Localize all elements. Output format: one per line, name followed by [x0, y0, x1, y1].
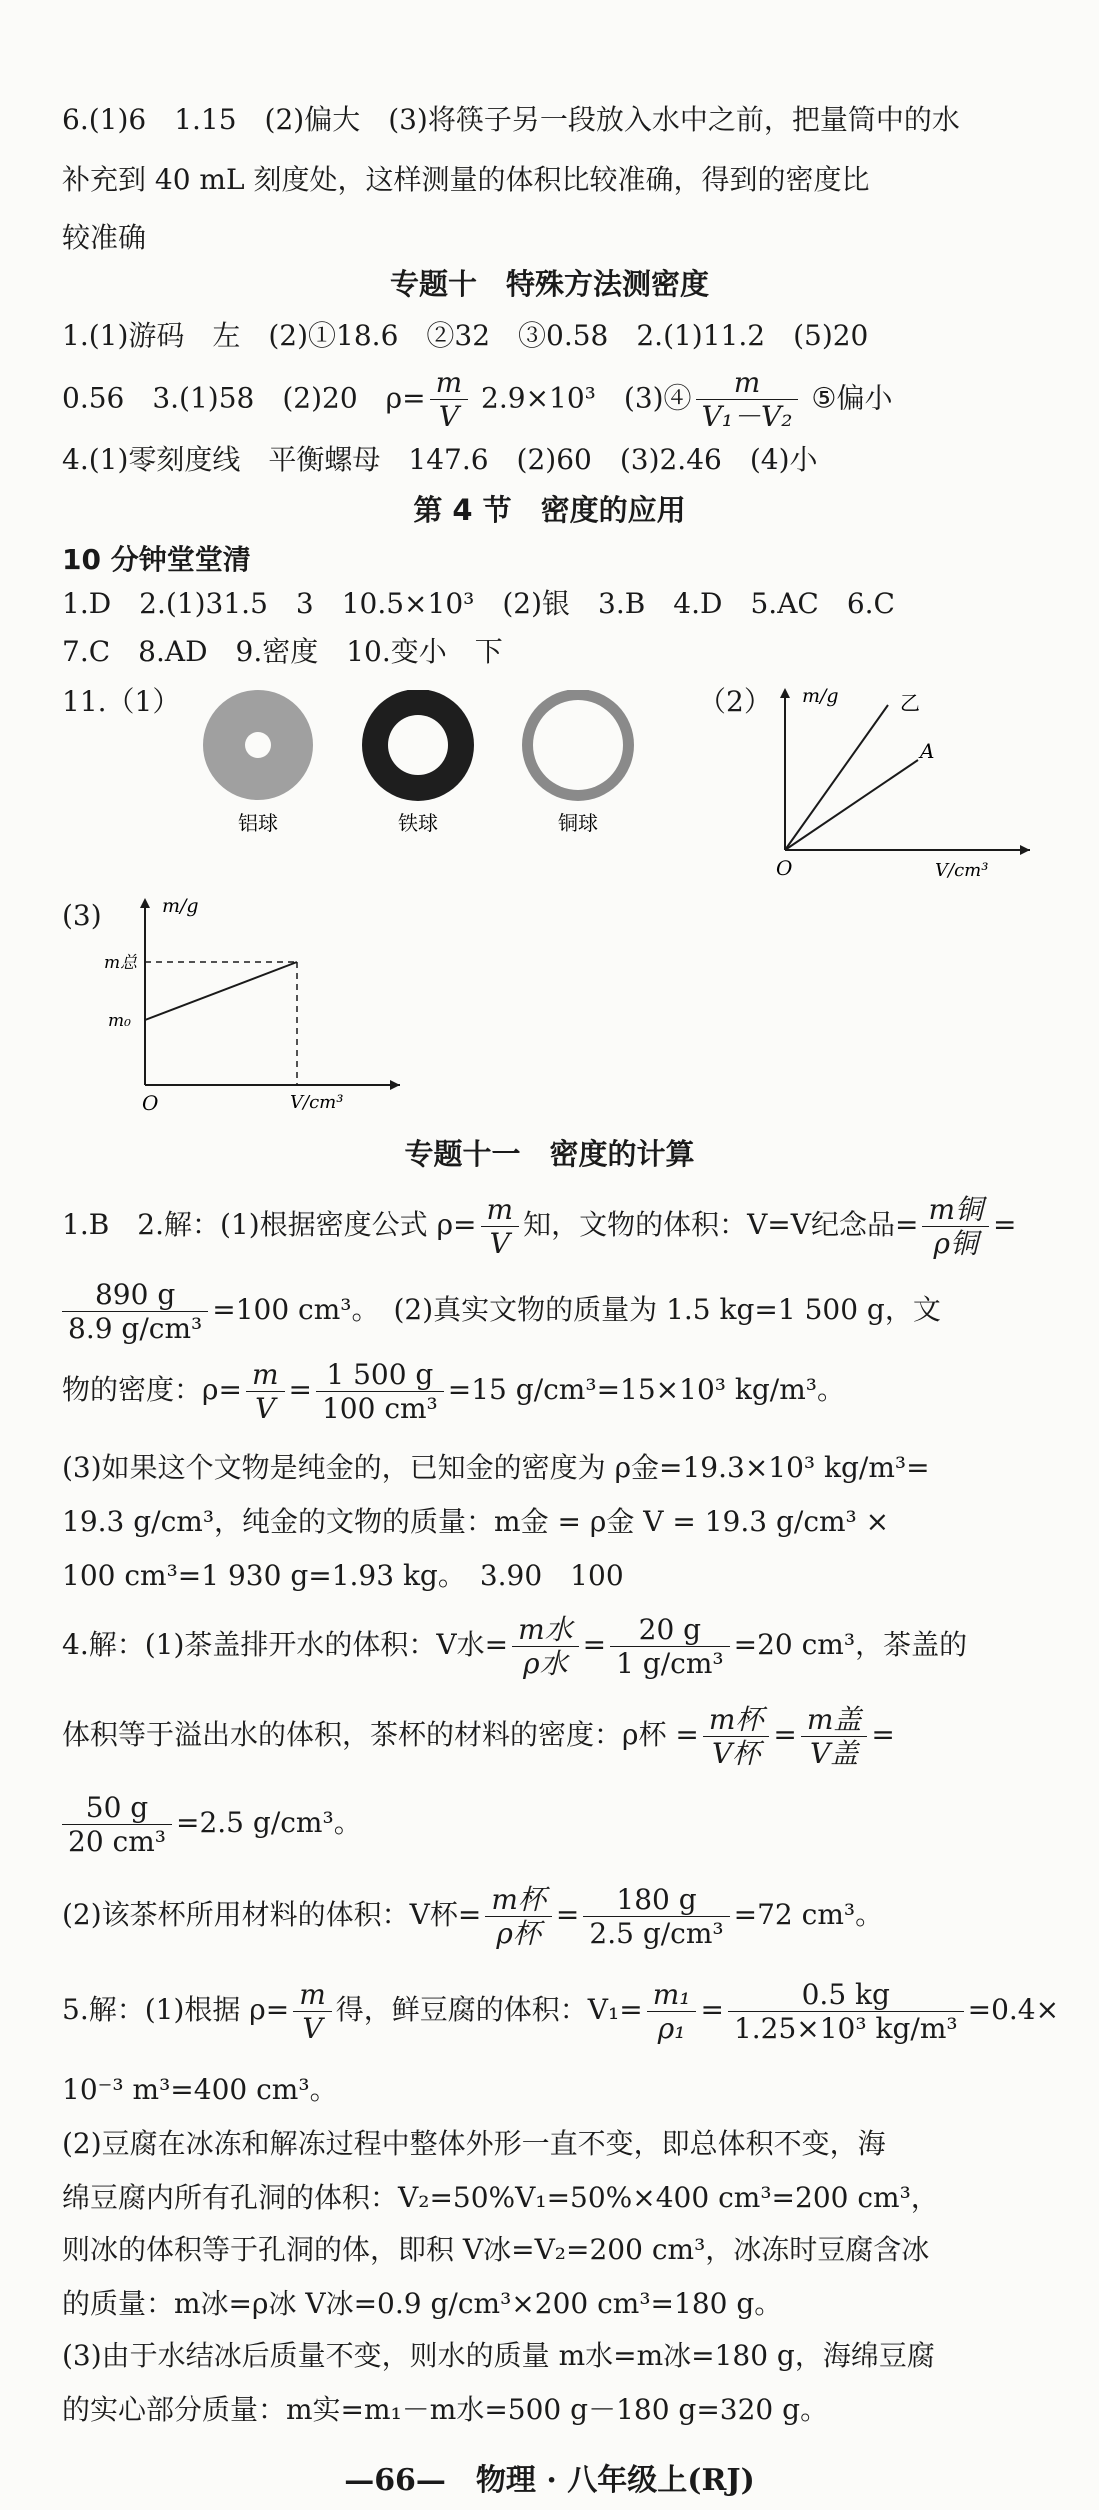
- frac-den: V: [255, 1392, 276, 1425]
- frac-num: 180 g: [583, 1885, 729, 1917]
- graph-3: [100, 890, 420, 1120]
- frac-den: ρ铜: [933, 1227, 978, 1260]
- frac-num: m: [696, 368, 799, 400]
- graph2-line-yi: [785, 705, 888, 850]
- page-footer: —66— 物理 · 八年级上(RJ): [344, 2463, 755, 2498]
- text-seg: (2)该茶杯所用材料的体积：V杯=: [62, 1898, 482, 1931]
- fraction: [647, 1977, 697, 2045]
- topic11-p2-line1: 1.B 2.解：(1)根据密度公式 ρ= $\frac{m}{V}$ 知，文物的体积：V=V纪念品= $\frac{\text{m铜}}{\text{ρ铜}}$ =: [62, 1192, 1017, 1260]
- frac-num: 20 g: [610, 1615, 730, 1647]
- section4-line2: 7.C 8.AD 9.密度 10.变小 下: [62, 635, 503, 668]
- frac-den: V: [489, 1227, 510, 1260]
- fraction: [481, 1192, 520, 1260]
- graph3-m-total: m总: [104, 953, 138, 973]
- topic10-line2-a: 0.56 3.(1)58 (2)20 ρ=: [62, 381, 426, 415]
- frac-den: ρ水: [523, 1647, 568, 1680]
- topic11-p5-line2: 10⁻³ m³=400 cm³。: [62, 2073, 338, 2106]
- q11-part2-label: （2）: [698, 685, 772, 718]
- graph-2: [760, 680, 1040, 890]
- graph3-x-arrow: [390, 1080, 400, 1090]
- fraction: [801, 1702, 868, 1770]
- graph3-origin: O: [142, 1091, 159, 1115]
- frac-num: m: [481, 1195, 520, 1227]
- frac-den: ρ₁: [657, 2012, 686, 2045]
- fraction: [512, 1612, 579, 1680]
- topic11-p2-line3: 物的密度：ρ= $\frac{m}{V}$ = $\frac{1 500 g}{\text{100 cm³}}$ =15 g/cm³=15×10³ kg/m³。: [62, 1357, 845, 1425]
- text-seg: =0.4×: [967, 1993, 1060, 2026]
- section4-line1: 1.D 2.(1)31.5 3 10.5×10³ (2)银 3.B 4.D 5.AC 6.C: [62, 587, 895, 620]
- frac-num: m盖: [801, 1705, 868, 1737]
- section4-title: 第 4 节 密度的应用: [413, 493, 686, 527]
- graph2-line-a: [785, 760, 918, 850]
- topic11-p5-line4: 绵豆腐内所有孔洞的体积：V₂=50%V₁=50%×400 cm³=200 cm³，: [62, 2181, 939, 2214]
- text-seg: 5.解：(1)根据 ρ=: [62, 1993, 290, 2026]
- graph3-line: [145, 962, 297, 1020]
- frac-den: 20 cm³: [68, 1825, 166, 1858]
- graph2-xlabel: V/cm³: [935, 860, 989, 881]
- text-seg: =15 g/cm³=15×10³ kg/m³。: [447, 1373, 845, 1406]
- ball-label-iron: 铁球: [398, 811, 438, 835]
- text-seg: 4.解：(1)茶盖排开水的体积：V水=: [62, 1628, 509, 1661]
- graph2-y-arrow: [780, 688, 790, 698]
- topic11-p5-line6: 的质量：m冰=ρ冰 V冰=0.9 g/cm³×200 cm³=180 g。: [62, 2287, 783, 2320]
- answer-6-line1: 6.(1)6 1.15 (2)偏大 (3)将筷子另一段放入水中之前，把量筒中的水: [62, 103, 960, 136]
- frac-num: m铜: [922, 1195, 989, 1227]
- graph2-label-a: A: [920, 739, 935, 763]
- frac-num: m: [246, 1360, 285, 1392]
- fraction: [728, 1977, 964, 2045]
- fraction: [293, 1977, 332, 2045]
- frac-den: 2.5 g/cm³: [589, 1917, 724, 1950]
- topic11-p3-line1: (3)如果这个文物是纯金的，已知金的密度为 ρ金=19.3×10³ kg/m³=: [62, 1451, 930, 1484]
- frac-num: 0.5 kg: [728, 1980, 964, 2012]
- text-seg: =2.5 g/cm³。: [176, 1806, 362, 1839]
- frac-num: 1 500 g: [316, 1360, 444, 1392]
- topic11-p5-line7: (3)由于水结冰后质量不变，则水的质量 m水=m冰=180 g，海绵豆腐: [62, 2339, 935, 2372]
- topic11-title: 专题十一 密度的计算: [404, 1137, 695, 1171]
- text-seg: 1.B 2.解：(1)根据密度公式 ρ=: [62, 1208, 477, 1241]
- graph2-x-arrow: [1020, 845, 1030, 855]
- aluminum-ball-hole: [245, 732, 271, 758]
- balls-figure: [190, 690, 650, 850]
- graph2-ylabel: m/g: [802, 685, 839, 707]
- graph2-label-yi: 乙: [900, 691, 920, 715]
- frac-num: m₁: [647, 1980, 697, 2012]
- fraction-m-over-v: [430, 368, 469, 432]
- topic11-p4-line4: (2)该茶杯所用材料的体积：V杯= $\frac{\text{m杯}}{\text{ρ杯}}$ = $\frac{180 g}{\text{2.5 g/cm³}}$ =72 cm³。: [62, 1882, 884, 1950]
- frac-num: m杯: [703, 1705, 770, 1737]
- frac-num: m水: [512, 1615, 579, 1647]
- topic10-line2: [62, 368, 1059, 432]
- topic11-p4-line3: [62, 1788, 1059, 1858]
- topic11-p3-line3: 100 cm³=1 930 g=1.93 kg。 3.90 100: [62, 1559, 624, 1592]
- answer-6-line2: 补充到 40 mL 刻度处，这样测量的体积比较准确，得到的密度比: [62, 163, 870, 196]
- frac-den: V杯: [711, 1737, 761, 1770]
- topic11-p4-line1: 4.解：(1)茶盖排开水的体积：V水= $\frac{\text{m水}}{\text{ρ水}}$ = $\frac{20 g}{\text{1 g/cm³}}$ =20 cm³，茶盖的: [62, 1612, 968, 1680]
- frac-num: 890 g: [62, 1280, 208, 1312]
- q11-label: 11.（1）: [62, 685, 181, 718]
- text-seg: =72 cm³。: [733, 1898, 884, 1931]
- fraction: [610, 1612, 730, 1680]
- copper-ball-hole: [533, 700, 623, 790]
- frac-den: V: [438, 400, 459, 434]
- iron-ball-hole: [388, 715, 448, 775]
- topic10-line3: 4.(1)零刻度线 平衡螺母 147.6 (2)60 (3)2.46 (4)小: [62, 443, 818, 476]
- answer-6-line3: 较准确: [62, 221, 147, 254]
- ball-label-aluminum: 铝球: [238, 811, 278, 835]
- frac-den: 8.9 g/cm³: [68, 1312, 203, 1345]
- graph3-ylabel: m/g: [162, 895, 199, 917]
- fraction: [583, 1882, 729, 1950]
- topic10-line2-b: 2.9×10³ (3)④: [481, 381, 692, 415]
- section4-subtitle: 10 分钟堂堂清: [62, 543, 251, 576]
- text-seg: 体积等于溢出水的体积，茶杯的材料的密度：ρ杯 =: [62, 1718, 699, 1751]
- ball-label-copper: 铜球: [558, 811, 598, 835]
- text-seg: 得，鲜豆腐的体积：V₁=: [335, 1993, 643, 2026]
- graph3-y-arrow: [140, 898, 150, 908]
- fraction: [703, 1702, 770, 1770]
- fraction-m-over-v12: [696, 368, 799, 432]
- frac-den: V: [302, 2012, 323, 2045]
- frac-den: 1 g/cm³: [616, 1647, 724, 1680]
- topic11-p5-line1: 5.解：(1)根据 ρ= $\frac{m}{V}$ 得，鲜豆腐的体积：V₁= $\frac{\text{m₁}}{\text{ρ₁}}$ = $\frac{0.5 kg}{\text{1.25×10³ kg/m³}}$ =0.4×: [62, 1977, 1060, 2045]
- frac-den: 100 cm³: [321, 1392, 438, 1425]
- fraction: [62, 1790, 172, 1858]
- graph3-xlabel: V/cm³: [290, 1092, 344, 1113]
- topic11-p5-line3: (2)豆腐在冰冻和解冻过程中整体外形一直不变，即总体积不变，海: [62, 2127, 886, 2160]
- text-seg: =100 cm³。 (2)真实文物的质量为 1.5 kg=1 500 g，文: [212, 1293, 941, 1326]
- frac-num: 50 g: [62, 1793, 172, 1825]
- frac-num: m: [430, 368, 469, 400]
- frac-num: m: [293, 1980, 332, 2012]
- fraction: [922, 1192, 989, 1260]
- q11-part3-label: (3): [62, 899, 102, 932]
- topic10-line1: 1.(1)游码 左 (2)①18.6 ②32 ③0.58 2.(1)11.2 (5)20: [62, 319, 869, 352]
- topic11-p2-line2: [62, 1275, 1059, 1345]
- text-seg: 物的密度：ρ=: [62, 1373, 242, 1406]
- topic10-title: 专题十 特殊方法测密度: [389, 267, 709, 301]
- frac-den: ρ杯: [496, 1917, 541, 1950]
- text-seg: =20 cm³，茶盖的: [733, 1628, 968, 1661]
- graph2-origin: O: [776, 856, 793, 880]
- topic11-p5-line5: 则冰的体积等于孔洞的体，即积 V冰=V₂=200 cm³，冰冻时豆腐含冰: [62, 2233, 930, 2266]
- frac-den: 1.25×10³ kg/m³: [733, 2012, 958, 2045]
- topic11-p3-line2: 19.3 g/cm³，纯金的文物的质量：m金 = ρ金 V = 19.3 g/cm³ ×: [62, 1505, 890, 1538]
- topic10-line2-c: ⑤偏小: [811, 381, 893, 415]
- fraction: [246, 1357, 285, 1425]
- frac-den: V盖: [810, 1737, 859, 1770]
- fraction: [485, 1882, 552, 1950]
- topic11-p4-line2: 体积等于溢出水的体积，茶杯的材料的密度：ρ杯 = $\frac{\text{m杯}}{\text{V杯}}$ = $\frac{\text{m盖}}{\text{V盖}}$ =: [62, 1702, 895, 1770]
- text-seg: 知，文物的体积：V=V纪念品=: [523, 1208, 919, 1241]
- frac-num: m杯: [485, 1885, 552, 1917]
- graph3-m-zero: m₀: [108, 1011, 131, 1031]
- fraction: [316, 1357, 444, 1425]
- fraction: [62, 1277, 208, 1345]
- topic11-p5-line8: 的实心部分质量：m实=m₁－m水=500 g－180 g=320 g。: [62, 2393, 829, 2426]
- frac-den: V₁－V₂: [701, 400, 793, 434]
